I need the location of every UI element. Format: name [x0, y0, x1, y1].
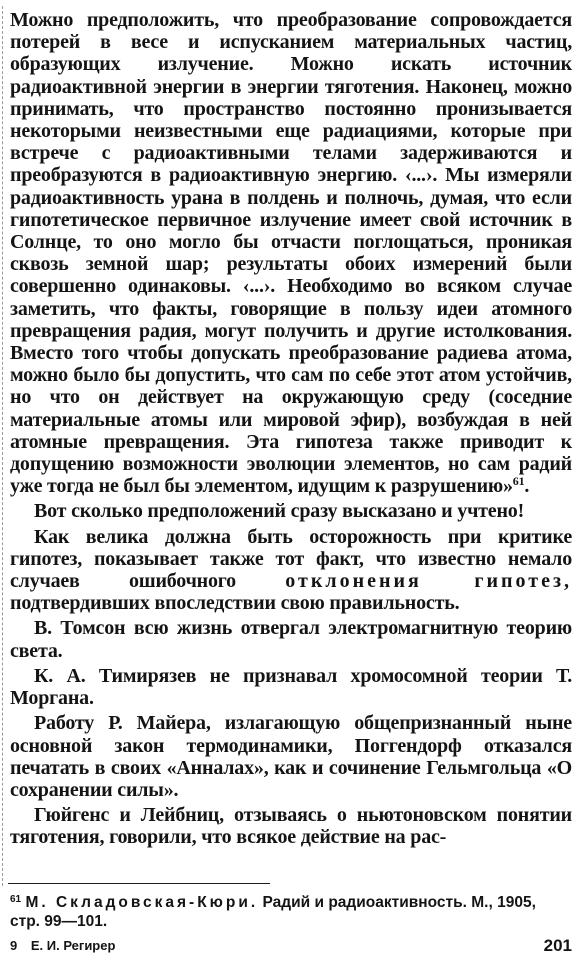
footnote-citation: Радий и радиоактивность. М., 1905, стр. 99—101.	[10, 894, 536, 930]
paragraph: Гюйгенс и Лейбниц, отзываясь о ньютоновском понятии тяготения, говорили, что всякое действие на рас-	[10, 804, 572, 849]
printer-signature	[10, 938, 115, 953]
page-number: 201	[543, 936, 572, 955]
margin-line	[2, 6, 3, 886]
footnote-author: М. Складовская-Кюри.	[25, 894, 259, 911]
paragraph: Работу Р. Майера, излагающую общепризнанный ныне основной закон термодинамики, Поггендорф отказался печатать в своих «Анналах», как и сочинение Гельмгольца «О сохранении силы».	[10, 712, 572, 801]
signature-number: 9	[10, 938, 18, 953]
paragraph: Вот сколько предположений сразу высказано и учтено!	[34, 500, 525, 523]
paragraph-text: Как велика должна быть осторожность при критике гипотез, показывает также тот факт, что известно немало случаев ошибочного	[10, 525, 572, 593]
footnote-number: 61	[10, 894, 22, 905]
footnote	[10, 890, 570, 931]
signature-author: Е. И. Регирер	[30, 938, 116, 953]
paragraph: В. Томсон всю жизнь отвергал электромагнитную теорию света.	[10, 617, 572, 662]
footnote-divider	[8, 883, 270, 884]
emphasized-phrase: отклонения гипотез,	[285, 570, 572, 593]
body-text	[10, 6, 572, 849]
paragraph-hypotheses	[10, 526, 572, 615]
paragraph: К. А. Тимирязев не признавал хромосомной теории Т. Моргана.	[10, 664, 572, 710]
paragraph-text: Можно предположить, что преобразование сопровождается потерей в весе и испусканием материальных частиц, образующих излучение. Можно искать источник радиоактивной энергии в энергии тяготения. Наконец, можно принимать, что пространство постоянно пронизывается некоторыми неизвестными еще радиациями, которые при встрече с радиоактивными телами задерживаются и преобразуются в радиоактивную энергию. ‹...›. Мы измеряли радиоактивность урана в полдень и полночь, думая, что если гипотетическое первичное излучение имеет свой источник в Солнце, то оно могло бы отчасти поглощаться, проникая сквозь земной шар; результаты обоих измерений были совершенно одинаковы. ‹...›. Необходимо во всяком случае заметить, что факты, говорящие в пользу идеи атомного превращения радия, могут получить и другие истолкования. Вместо того чтобы допускать преобразование радиева атома, можно было бы допустить, что сам по себе этот атом устойчив, но что он действует на окружающую среду (соседние материальные атомы или мировой эфир), возбуждая в ней атомные превращения. Эта гипотеза также приводит к допущению возможности эволюции элементов, но сам радий уже тогда не был бы элементом, идущим к разрушению»	[10, 9, 572, 498]
paragraph-text: подтвердивших впоследствии свою правильность.	[10, 592, 460, 615]
paragraph-quote-curie: Можно предположить, что преобразование сопровождается потерей в весе и испусканием материальных частиц, образующих излучение. Можно искать источник радиоактивной энергии в энергии тяготения. Наконец, можно принимать, что пространство постоянно пронизывается некоторыми неизвестными еще радиациями, которые при встрече с радиоактивными телами задерживаются и преобразуются в радиоактивную энергию. ‹...›. Мы измеряли радиоактивность урана в полдень и полночь, думая, что если гипотетическое первичное излучение имеет свой источник в Солнце, то оно могло бы отчасти поглощаться, проникая сквозь земной шар; результаты обоих измерений были совершенно одинаковы. ‹...›. Необходимо во всяком случае заметить, что факты, говорящие в пользу идеи атомного превращения радия, могут получить и другие истолкования. Вместо того чтобы допускать преобразование радиева атома, можно было бы допустить, что сам по себе этот атом устойчив, но что он действует на окружающую среду (соседние материальные атомы или мировой эфир), возбуждая в ней атомные превращения. Эта гипотеза также приводит к допущению возможности эволюции элементов, но сам радий уже тогда не был бы элементом, идущим к разрушению»$^{61}$.	[10, 9, 572, 498]
footnote-reference[interactable]: 61	[512, 474, 525, 489]
